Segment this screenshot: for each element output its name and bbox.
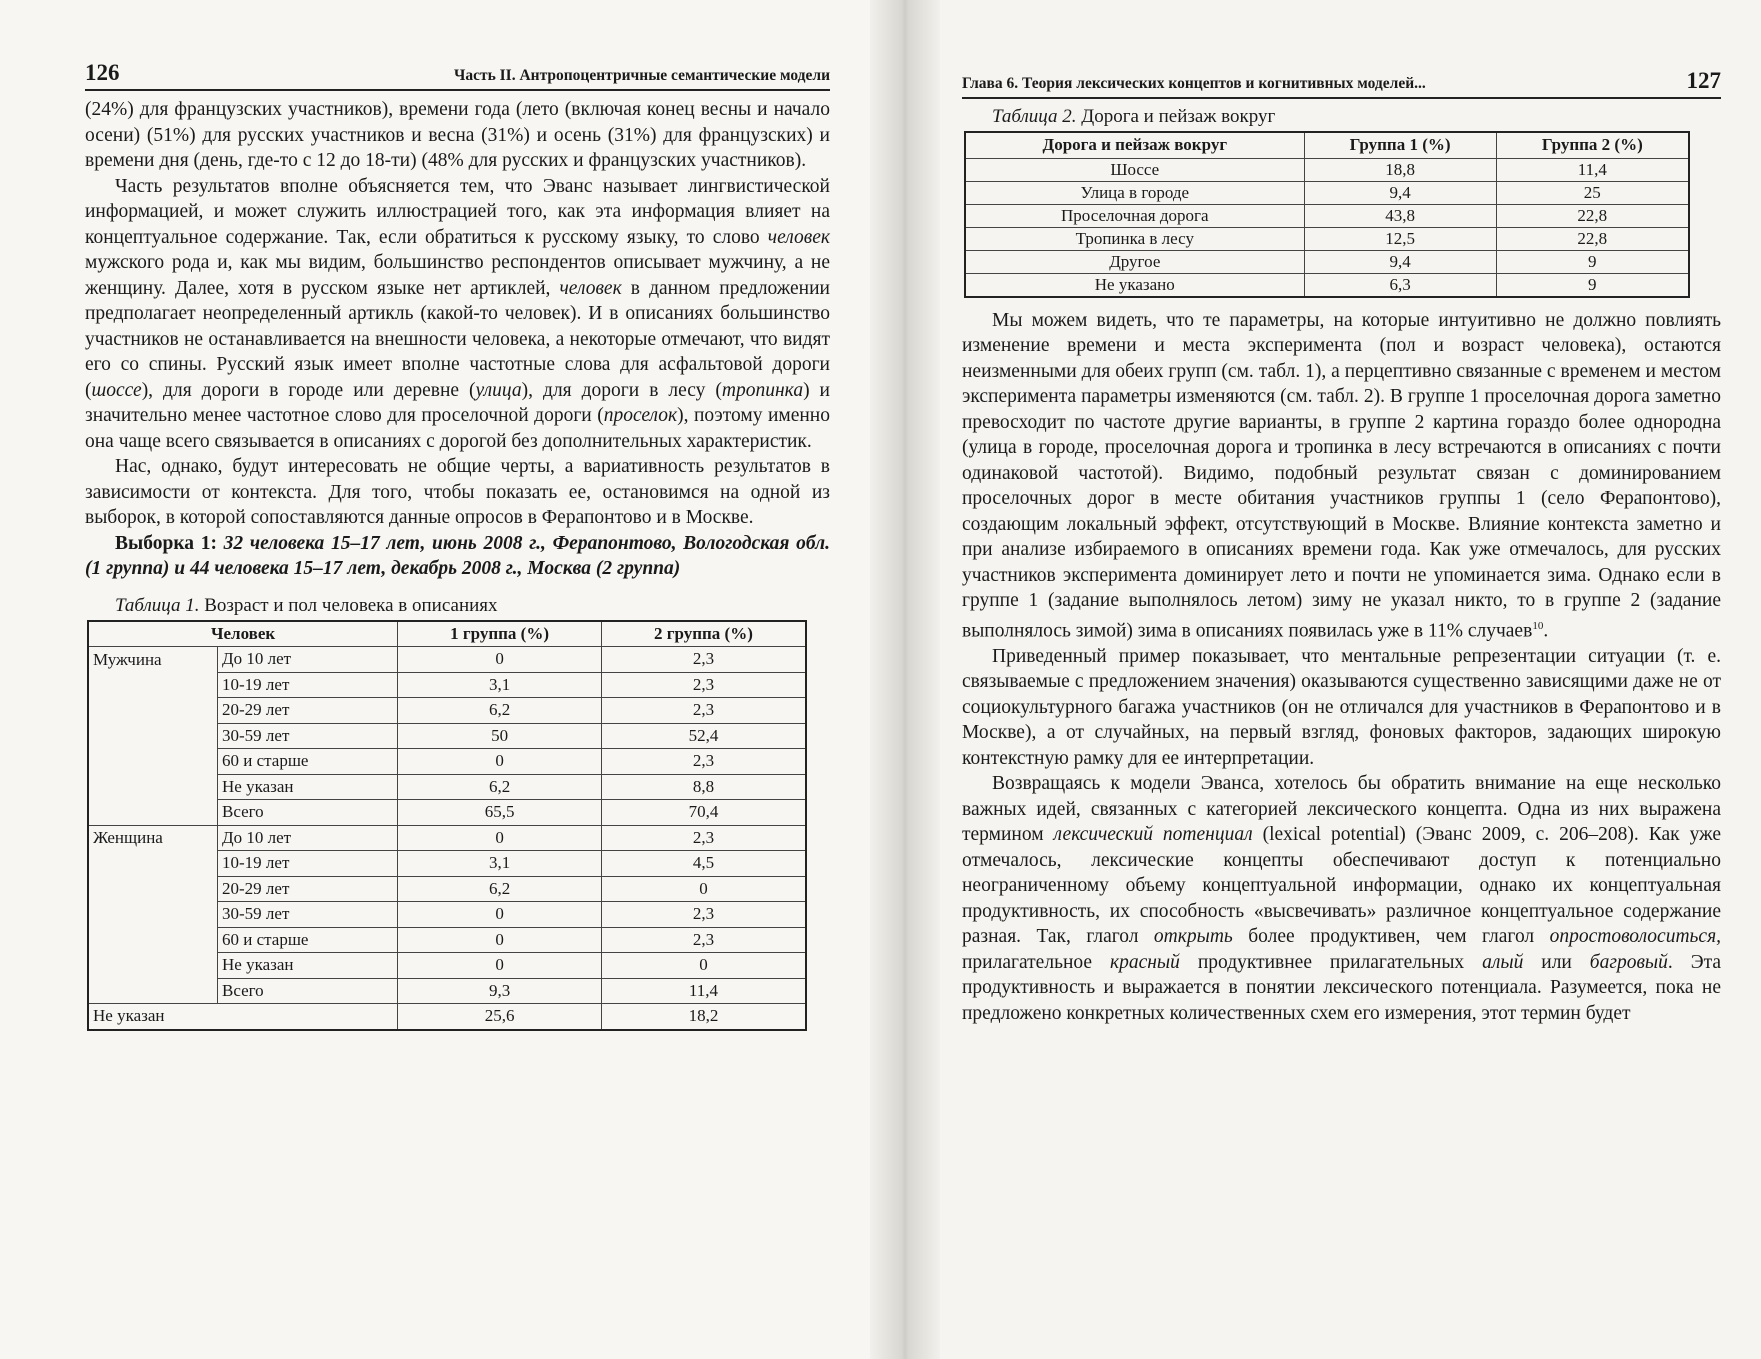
group-cell: Женщина — [88, 825, 218, 851]
table-header: Группа 1 (%) — [1304, 132, 1496, 158]
value-cell: 0 — [398, 953, 602, 979]
value-cell: 4,5 — [601, 851, 806, 877]
table-row — [88, 876, 806, 902]
table-row — [965, 273, 1689, 297]
table-header: Человек — [88, 621, 398, 647]
group-cell — [88, 774, 218, 800]
value-cell: 6,2 — [398, 698, 602, 724]
value-cell: 6,2 — [398, 876, 602, 902]
value-cell: 2,3 — [601, 749, 806, 775]
table-row — [965, 250, 1689, 273]
group-cell — [88, 672, 218, 698]
age-cell: До 10 лет — [218, 647, 398, 673]
page-number: 126 — [85, 60, 120, 85]
right-page — [940, 0, 1761, 1359]
category-cell: Не указано — [965, 273, 1304, 297]
category-cell: Другое — [965, 250, 1304, 273]
value-cell: 11,4 — [601, 978, 806, 1004]
table-row — [965, 204, 1689, 227]
value-cell: 2,3 — [601, 672, 806, 698]
value-cell: 9,4 — [1304, 181, 1496, 204]
table-row — [88, 902, 806, 928]
table-row — [88, 1004, 806, 1030]
value-cell: 11,4 — [1496, 158, 1689, 181]
value-cell: 2,3 — [601, 825, 806, 851]
value-cell: 9,4 — [1304, 250, 1496, 273]
value-cell: 12,5 — [1304, 227, 1496, 250]
age-cell: До 10 лет — [218, 825, 398, 851]
age-cell: Не указан — [218, 774, 398, 800]
paragraph: Мы можем видеть, что те параметры, на которые интуитивно не должно повлиять изменение времени и места эксперимента (пол и возраст человека), остаются неизменными для обеих групп (см. табл. 1), а перцептивно связанные с временем и местом эксперимента параметры изменяются (см. табл. 2). В группе 1 проселочная дорога заметно превосходит по частоте другие варианты, в группе 2 картина гораздо более однородна (улица в городе, проселочная дорога и тропинка в лесу встречаются в описаниях с почти одинаковой частотой). Видимо, подобный результат связан с доминированием проселочных дорог в месте обитания участников группы 1 (село Ферапонтово), создающим локальный эффект, отсутствующий в Москве. Влияние контекста заметно и при анализе избираемого в описаниях времени года. Как уже отмечалось, для русских участников эксперимента доминирует лето и почти не упоминается зима. Однако если в группе 1 (задание выполнялось летом) зиму не указал никто, то в группе 2 (задание выполнялось зимой) зима в описаниях появилась уже в 11% случаев$^{10}$. — [962, 309, 1721, 641]
table-age-gender — [87, 620, 807, 1031]
age-cell: Не указан — [218, 953, 398, 979]
value-cell: 2,3 — [601, 647, 806, 673]
table-row — [88, 851, 806, 877]
value-cell: 22,8 — [1496, 204, 1689, 227]
age-cell: 10-19 лет — [218, 851, 398, 877]
table-header: 2 группа (%) — [601, 621, 806, 647]
value-cell: 3,1 — [398, 851, 602, 877]
group-cell — [88, 953, 218, 979]
page-number: 127 — [1686, 68, 1721, 93]
age-cell: 20-29 лет — [218, 698, 398, 724]
group-cell — [88, 876, 218, 902]
value-cell: 52,4 — [601, 723, 806, 749]
table-row — [88, 723, 806, 749]
paragraph: Приведенный пример показывает, что ментальные репрезентации ситуации (т. е. связываемые с предложением значения) оказываются существенно зависящими даже не от социокультурного багажа участников (он не отличался для участников в Ферапонтово и в Москве), а от случайных, на первый взгляд, фоновых факторов, задающих широкую контекстную рамку для ее интерпретации. — [962, 645, 1721, 769]
group-cell — [88, 723, 218, 749]
group-cell: Не указан — [88, 1004, 398, 1030]
age-cell: Всего — [218, 800, 398, 826]
category-cell: Шоссе — [965, 158, 1304, 181]
value-cell: 0 — [601, 953, 806, 979]
book-gutter — [870, 0, 940, 1359]
age-cell: 30-59 лет — [218, 902, 398, 928]
paragraph: Возвращаясь к модели Эванса, хотелось бы обратить внимание на еще несколько важных идей, связанных с категорией лексического концепта. Одна из них выражена термином лексический потенциал (lexical potential) (Эванс 2009, с. 206–208). Как уже отмечалось, лексические концепты обеспечивают доступ к потенциально неограниченному объему концептуальной информации, однако их концептуальная продуктивность, их способность «высвечивать» различное концептуальное содержание разная. Так, глагол открыть более продуктивен, чем глагол опростоволоситься, прилагательное красный продуктивнее прилагательных алый или багровый. Эта продуктивность и выражается в понятии лексического потенциала. Разумеется, пока не предложено конкретных количественных схем его измерения, этот термин будет — [962, 773, 1722, 1024]
table-caption: Таблица 1. Возраст и пол человека в описаниях — [115, 594, 498, 616]
value-cell: 22,8 — [1496, 227, 1689, 250]
table-row — [88, 774, 806, 800]
category-cell: Улица в городе — [965, 181, 1304, 204]
group-cell — [88, 851, 218, 877]
table-row — [965, 227, 1689, 250]
paragraph: Нас, однако, будут интересовать не общие черты, а вариативность результатов в зависимости от контекста. Для того, чтобы показать ее, остановимся на одной из выборок, в которой сопоставляются данные опросов в Ферапонтово и в Москве. — [85, 456, 830, 528]
value-cell: 2,3 — [601, 698, 806, 724]
group-cell — [88, 698, 218, 724]
table-row — [88, 825, 806, 851]
value-cell: 8,8 — [601, 774, 806, 800]
table-row — [88, 978, 806, 1004]
table-row — [88, 698, 806, 724]
group-cell — [88, 749, 218, 775]
value-cell: 0 — [398, 825, 602, 851]
value-cell: 0 — [601, 876, 806, 902]
value-cell: 18,8 — [1304, 158, 1496, 181]
table-row — [88, 800, 806, 826]
table-header: 1 группа (%) — [398, 621, 602, 647]
table-header: Группа 2 (%) — [1496, 132, 1689, 158]
group-cell — [88, 800, 218, 826]
running-title: Часть II. Антропоцентричные семантические модели — [453, 67, 830, 84]
running-header — [962, 68, 1721, 99]
table-row — [88, 749, 806, 775]
value-cell: 43,8 — [1304, 204, 1496, 227]
group-cell — [88, 902, 218, 928]
paragraph: (24%) для французских участников), времени года (лето (включая конец весны и начало осени) (51%) для русских участников и весна (31%) и осень (31%) для французских) и времени дня (день, где-то с 12 до 18-ти) (48% для русских и французских участников). — [85, 99, 830, 171]
value-cell: 65,5 — [398, 800, 602, 826]
table-row — [88, 927, 806, 953]
value-cell: 0 — [398, 749, 602, 775]
value-cell: 18,2 — [601, 1004, 806, 1030]
running-title: Глава 6. Теория лексических концептов и когнитивных моделей... — [962, 75, 1426, 92]
value-cell: 25 — [1496, 181, 1689, 204]
group-cell: Мужчина — [88, 647, 218, 673]
value-cell: 9 — [1496, 250, 1689, 273]
group-cell — [88, 978, 218, 1004]
paragraph: Часть результатов вполне объясняется тем, что Эванс называет лингвистической информацией, и может служить иллюстрацией того, как эта информация влияет на концептуальное содержание. Так, если обратиться к русскому языку, то слово человек мужского рода и, как мы видим, большинство респондентов описывает мужчину, а не женщину. Далее, хотя в русском языке нет артиклей, человек в данном предложении предполагает неопределенный артикль (какой-то человек). И в описаниях большинство участников не останавливается на внешности человека, а некоторые отмечают, что видят его со спины. Русский язык имеет вполне частотные слова для асфальтовой дороги (шоссе), для дороги в городе или деревне (улица), для дороги в лесу (тропинка) и значительно менее частотное слово для проселочной дороги (проселок), поэтому именно она чаще всего связывается в описаниях с дорогой без дополнительных характеристик. — [85, 175, 830, 452]
age-cell: 20-29 лет — [218, 876, 398, 902]
value-cell: 0 — [398, 647, 602, 673]
table-road-landscape — [964, 131, 1690, 298]
sample-description: Выборка 1: 32 человека 15–17 лет, июнь 2008 г., Ферапонтово, Вологодская обл. (1 группа) и 44 человека 15–17 лет, декабрь 2008 г., Москва (2 группа) — [85, 532, 830, 579]
value-cell: 0 — [398, 927, 602, 953]
value-cell: 2,3 — [601, 902, 806, 928]
category-cell: Проселочная дорога — [965, 204, 1304, 227]
table-row — [88, 672, 806, 698]
value-cell: 6,3 — [1304, 273, 1496, 297]
age-cell: Всего — [218, 978, 398, 1004]
value-cell: 3,1 — [398, 672, 602, 698]
age-cell: 60 и старше — [218, 927, 398, 953]
age-cell: 60 и старше — [218, 749, 398, 775]
table-row — [965, 158, 1689, 181]
value-cell: 25,6 — [398, 1004, 602, 1030]
value-cell: 0 — [398, 902, 602, 928]
age-cell: 10-19 лет — [218, 672, 398, 698]
age-cell: 30-59 лет — [218, 723, 398, 749]
table-row — [88, 647, 806, 673]
table-row — [965, 181, 1689, 204]
value-cell: 9,3 — [398, 978, 602, 1004]
category-cell: Тропинка в лесу — [965, 227, 1304, 250]
left-page — [0, 0, 870, 1359]
value-cell: 6,2 — [398, 774, 602, 800]
value-cell: 70,4 — [601, 800, 806, 826]
running-header — [85, 60, 830, 91]
table-row — [88, 953, 806, 979]
value-cell: 9 — [1496, 273, 1689, 297]
value-cell: 50 — [398, 723, 602, 749]
table-header: Дорога и пейзаж вокруг — [965, 132, 1304, 158]
table-caption: Таблица 2. Дорога и пейзаж вокруг — [992, 106, 1276, 127]
group-cell — [88, 927, 218, 953]
value-cell: 2,3 — [601, 927, 806, 953]
